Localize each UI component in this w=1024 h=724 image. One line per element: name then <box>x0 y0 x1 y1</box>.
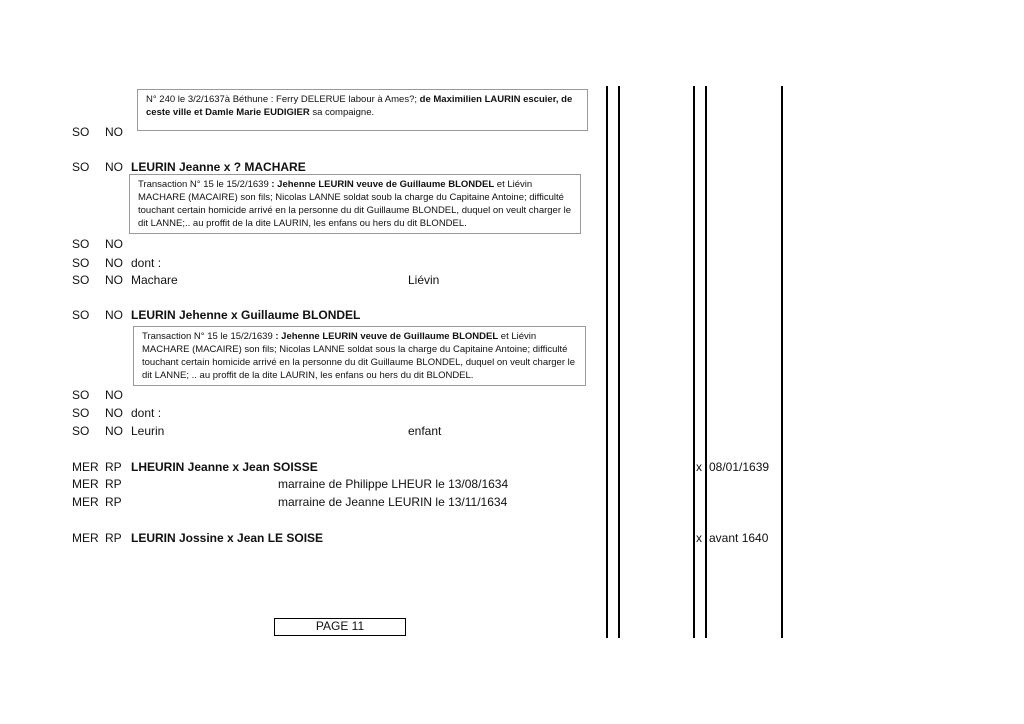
row-12-text: marraine de Jeanne LEURIN le 13/11/1634 <box>278 495 508 509</box>
row-2-code1: SO <box>72 160 90 174</box>
note-box-1 <box>137 89 588 131</box>
row-2-code2: NO <box>105 160 123 174</box>
note-box-2-text: Transaction N° 15 le 15/2/1639 <box>138 179 272 190</box>
row-4-text: dont : <box>131 256 162 270</box>
row-5-code2: NO <box>105 273 123 287</box>
row-4-code1: SO <box>72 256 90 270</box>
row-8-code2: NO <box>105 406 123 420</box>
note-box-3-text: Transaction N° 15 le 15/2/1639 <box>142 331 276 342</box>
row-2-name: LEURIN Jeanne x ? MACHARE <box>131 160 306 174</box>
row-11-code1: MER <box>72 477 99 491</box>
row-11-code2: RP <box>105 477 122 491</box>
row-5-text2: Liévin <box>408 273 440 287</box>
row-10-mark: x <box>696 460 702 474</box>
note-box-3 <box>133 326 586 386</box>
column-divider <box>618 86 620 638</box>
row-4-code2: NO <box>105 256 123 270</box>
row-10-date: 08/01/1639 <box>709 460 770 474</box>
row-12-code2: RP <box>105 495 122 509</box>
row-12-code1: MER <box>72 495 99 509</box>
row-8-text: dont : <box>131 406 162 420</box>
row-13-name: LEURIN Jossine x Jean LE SOISE <box>131 531 324 545</box>
row-9-code1: SO <box>72 424 90 438</box>
note-box-1-bold: de Maximilien LAURIN escuier, de ceste ville et Damle Marie EUDIGIER <box>146 94 573 118</box>
row-10-code2: RP <box>105 460 122 474</box>
row-9-code2: NO <box>105 424 123 438</box>
row-7-code1: SO <box>72 388 90 402</box>
row-1-code2: NO <box>105 125 123 139</box>
row-13-mark: x <box>696 531 702 545</box>
note-box-2-text-end: et Liévin MACHARE (MACAIRE) son fils; Nicolas LANNE soldat soub la charge du Capitaine Antoine; difficulté touchant certain homicide arrivé en la personne du dit Guillaume BLONDEL, duquel on veult charger le dit LANNE;.. au proffit de la dite LAURIN, les enfans ou hers du dit BLONDEL. <box>138 179 572 229</box>
page-number-box <box>274 618 406 636</box>
row-3-code1: SO <box>72 237 90 251</box>
row-13-code1: MER <box>72 531 99 545</box>
row-7-code2: NO <box>105 388 123 402</box>
note-box-1-text-end: sa compaigne. <box>309 107 375 118</box>
row-5-text: Machare <box>131 273 178 287</box>
row-9-text2: enfant <box>408 424 442 438</box>
column-divider <box>606 86 608 638</box>
note-box-3-bold: : Jehenne LEURIN veuve de Guillaume BLONDEL <box>275 331 499 342</box>
row-10-code1: MER <box>72 460 99 474</box>
row-13-code2: RP <box>105 531 122 545</box>
column-divider <box>693 86 695 638</box>
row-1-code1: SO <box>72 125 90 139</box>
row-5-code1: SO <box>72 273 90 287</box>
note-box-2-bold: : Jehenne LEURIN veuve de Guillaume BLONDEL <box>271 179 495 190</box>
note-box-3-text-end: et Liévin MACHARE (MACAIRE) son fils; Nicolas LANNE soldat sous la charge du Capitaine Antoine; difficulté touchant certain homicide arrivé en la personne du dit Guillaume BLONDEL, duquel on veult charger le dit LANNE; .. au proffit de la dite LAURIN, les enfans ou hers du dit BLONDEL. <box>142 331 576 381</box>
row-13-date: avant 1640 <box>709 531 769 545</box>
row-6-name: LEURIN Jehenne x Guillaume BLONDEL <box>131 308 361 322</box>
row-3-code2: NO <box>105 237 123 251</box>
row-10-name: LHEURIN Jeanne x Jean SOISSE <box>131 460 318 474</box>
row-6-code2: NO <box>105 308 123 322</box>
row-8-code1: SO <box>72 406 90 420</box>
page-number: PAGE 11 <box>315 619 365 633</box>
row-11-text: marraine de Philippe LHEUR le 13/08/1634 <box>278 477 509 491</box>
note-box-1-text: N° 240 le 3/2/1637à Béthune : Ferry DELERUE labour à Ames?; <box>146 94 420 105</box>
note-box-2 <box>129 174 581 234</box>
row-9-text: Leurin <box>131 424 165 438</box>
row-6-code1: SO <box>72 308 90 322</box>
column-divider <box>705 86 707 638</box>
column-divider <box>781 86 783 638</box>
